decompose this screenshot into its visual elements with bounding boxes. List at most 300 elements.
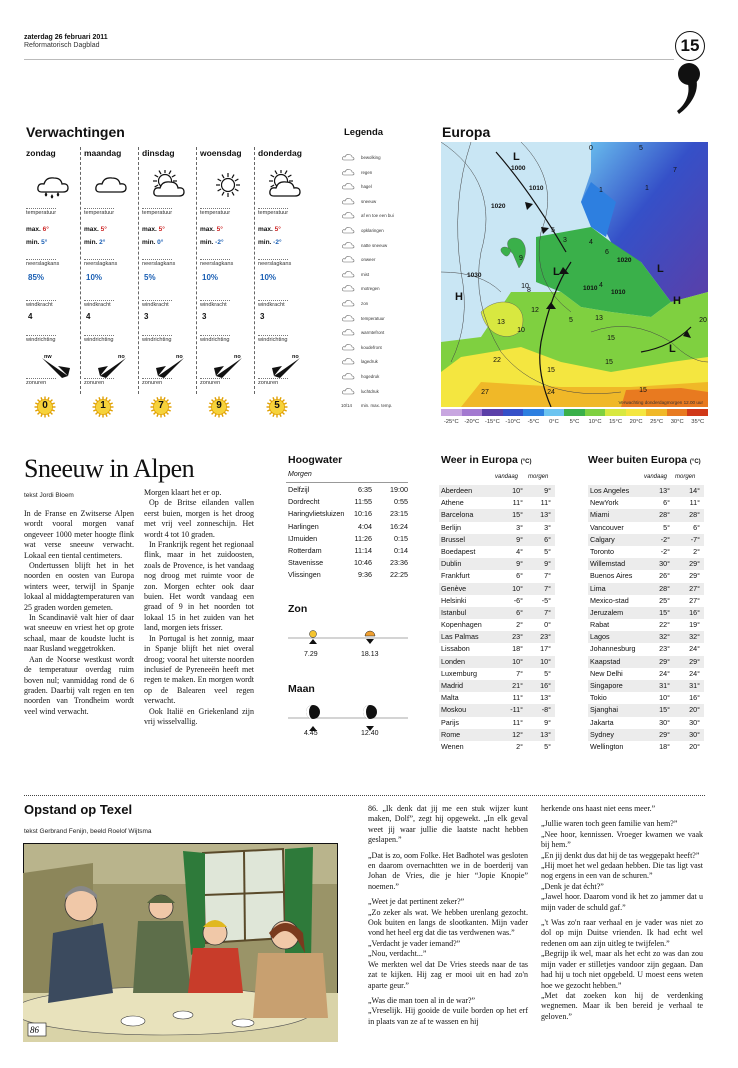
rain-value: 10% xyxy=(260,273,277,282)
map-pressure-label: 1000 xyxy=(511,165,526,172)
table-row xyxy=(288,521,408,533)
map-pressure-system-label: L xyxy=(513,151,520,163)
cell-value: 27° xyxy=(689,595,700,605)
cell-value: 31° xyxy=(659,681,670,690)
day-separator xyxy=(80,147,81,394)
rain-label: neerslagkans xyxy=(84,261,118,267)
temp-label: temperatuur xyxy=(142,210,173,216)
cell-name: Harlingen xyxy=(288,521,319,531)
legend-label: natte sneeuw xyxy=(361,242,388,248)
winddir-code: no xyxy=(292,354,299,360)
min-value: -2° xyxy=(215,239,224,246)
moon-diagram xyxy=(288,702,408,732)
cell-value: 32° xyxy=(689,632,700,642)
legend-symbol-icon xyxy=(341,269,355,279)
table-row xyxy=(588,595,704,607)
paragraph: In Portugal is het zonnig, maar in Spanje blijft het niet overal droog; vooral het uiterste noorden inclusief de Pyreneeën heeft met regen te maken. En morgen wordt op de Balearen veel regen verwacht. xyxy=(144,633,254,706)
cell-value: 0:15 xyxy=(394,533,408,543)
map-temperature-label: 27 xyxy=(481,389,489,396)
table-row xyxy=(439,704,555,716)
scale-swatch xyxy=(605,409,626,416)
winddir-label: windrichting xyxy=(200,337,230,343)
weer-europa-title: Weer in Europa (°C) xyxy=(441,454,532,466)
legend-code: 10/14 xyxy=(341,403,352,409)
cell-name: Kopenhagen xyxy=(441,620,482,630)
winddir-code: nw xyxy=(44,354,52,360)
cell-name: Haringvlietsluizen xyxy=(288,509,345,519)
table-row xyxy=(588,668,704,680)
cell-name: New Delhi xyxy=(590,668,623,678)
table-row xyxy=(588,631,704,643)
cell-value: -5° xyxy=(541,595,551,605)
wind-direction-icon xyxy=(212,354,246,380)
cell-value: -6° xyxy=(513,595,523,605)
sunhours-value: 5 xyxy=(274,400,280,411)
cell-value: 9° xyxy=(544,717,551,727)
map-pressure-system-label: L xyxy=(657,263,664,275)
table-row xyxy=(439,631,555,643)
legend-symbol-icon xyxy=(341,167,355,177)
wind-value: 3 xyxy=(144,312,149,321)
legend-label: motregen xyxy=(361,286,380,292)
max-label: max. xyxy=(200,226,217,233)
cell-name: Malta xyxy=(441,693,459,703)
moon-title: Maan xyxy=(288,683,315,695)
cell-value: 10:46 xyxy=(354,558,372,568)
map-pressure-label: 1020 xyxy=(491,203,506,210)
cell-value: 29° xyxy=(689,571,700,581)
table-row xyxy=(439,570,555,582)
legend-symbol-icon xyxy=(341,371,355,381)
cell-name: Mexico-stad xyxy=(590,595,629,605)
cell-value: -2° xyxy=(660,546,670,556)
scale-label: 10°C xyxy=(588,419,602,425)
legend-label: lagedruk xyxy=(361,359,378,365)
cell-value: 13° xyxy=(659,486,670,495)
temp-label: temperatuur xyxy=(84,210,115,216)
scale-label: -25°C xyxy=(443,419,459,425)
cell-value: 31° xyxy=(689,681,700,690)
cell-value: -2° xyxy=(660,534,670,544)
scale-label: 20°C xyxy=(629,419,643,425)
map-pressure-label: 1010 xyxy=(583,285,598,292)
moon-set: 12.40 xyxy=(361,730,379,737)
cell-value: 11° xyxy=(512,498,523,508)
map-temperature-label: 8 xyxy=(527,287,531,294)
cell-value: 4:04 xyxy=(358,521,372,531)
cell-name: Genève xyxy=(441,583,467,593)
cell-name: Aberdeen xyxy=(441,486,473,495)
map-pressure-system-label: H xyxy=(455,291,463,303)
sun-title: Zon xyxy=(288,603,308,615)
legend-symbol-icon xyxy=(341,254,355,264)
map-temperature-label: 15 xyxy=(607,335,615,342)
moon-rise: 4.45 xyxy=(304,730,318,737)
table-row xyxy=(439,680,555,692)
rain-value: 10% xyxy=(202,273,219,282)
cell-value: 23° xyxy=(659,644,670,654)
min-value: -2° xyxy=(273,239,282,246)
cell-value: 7° xyxy=(544,583,551,593)
sunhours-label: zonuren xyxy=(200,378,230,386)
cell-value: 2° xyxy=(516,741,523,751)
table-row xyxy=(588,509,704,521)
table-row xyxy=(439,619,555,631)
map-temperature-label: 1 xyxy=(645,185,649,192)
max-temp xyxy=(84,226,107,233)
cell-name: Londen xyxy=(441,656,465,666)
page-number: 15 xyxy=(675,31,705,61)
temp-label: temperatuur xyxy=(258,210,289,216)
cell-name: Dublin xyxy=(441,559,462,569)
cell-value: 16° xyxy=(689,607,700,617)
cell-value: 15° xyxy=(512,510,523,520)
scale-swatch xyxy=(667,409,688,416)
rain-value: 10% xyxy=(86,273,103,282)
winddir-code: no xyxy=(118,354,125,360)
cell-value: 4° xyxy=(516,546,523,556)
header-date: zaterdag 26 februari 2011 xyxy=(24,34,108,41)
map-temperature-label: 6 xyxy=(605,249,609,256)
cell-value: 2° xyxy=(693,546,700,556)
map-temperature-label: 13 xyxy=(595,315,603,322)
legend-label: af en toe een bui xyxy=(361,213,394,219)
weer-buiten-header-today: vandaag xyxy=(644,474,668,480)
cell-value: 26° xyxy=(659,571,670,581)
table-row xyxy=(588,570,704,582)
min-temp xyxy=(26,239,47,246)
map-temperature-label: 15 xyxy=(547,367,555,374)
legend-symbol-icon xyxy=(341,181,355,191)
cell-value: 6° xyxy=(663,498,670,508)
day-name: donderdag xyxy=(258,148,302,158)
cell-value: 6° xyxy=(544,534,551,544)
table-row xyxy=(439,692,555,704)
forecast-day xyxy=(26,148,82,411)
map-temperature-label: 24 xyxy=(547,389,555,396)
comic-panel xyxy=(23,843,338,1042)
cell-value: 28° xyxy=(689,510,700,520)
map-pressure-system-label: L xyxy=(669,343,676,355)
cell-name: Calgary xyxy=(590,534,615,544)
paragraph: Ook Italië en Griekenland zijn vrij wisselvallig. xyxy=(144,706,254,726)
wind-label: windkracht xyxy=(258,300,288,308)
wind-direction-icon xyxy=(270,354,304,380)
scale-swatch xyxy=(503,409,524,416)
cell-value: 24° xyxy=(659,668,670,678)
sunhours-value: 0 xyxy=(42,400,48,411)
cell-name: Barcelona xyxy=(441,510,474,520)
cell-value: 22° xyxy=(659,620,670,630)
paragraph: „Was die man toen al in de war?” „Vreselijk. Hij gooide de vuile borden op het erf in plaats van ze af te wassen en hij xyxy=(368,995,528,1026)
table-row xyxy=(588,607,704,619)
sun-rise: 7.29 xyxy=(304,651,318,658)
paragraph: „Dat is zo, oom Folke. Het Badhotel was gesloten en daarom overnachtten we in de boerderij van Johan de Vries, die je hier “Jopie Knopie” noemen.” xyxy=(368,850,528,891)
cell-name: IJmuiden xyxy=(288,533,318,543)
map-temperature-label: 13 xyxy=(497,319,505,326)
map-pressure-label: 1010 xyxy=(611,289,626,296)
day-separator xyxy=(196,147,197,394)
cell-value: 15° xyxy=(659,705,670,715)
tide-rule xyxy=(286,482,408,483)
cell-name: Berlijn xyxy=(441,522,461,532)
cloud-icon xyxy=(92,170,132,200)
cell-name: Lagos xyxy=(590,632,610,642)
cell-name: Brussel xyxy=(441,534,465,544)
table-row xyxy=(588,583,704,595)
weer-europa-table xyxy=(439,485,555,753)
legend-symbol-icon xyxy=(341,327,355,337)
scale-swatch xyxy=(564,409,585,416)
cell-value: 6° xyxy=(693,522,700,532)
cell-name: Jakarta xyxy=(590,717,614,727)
cell-value: 23:15 xyxy=(390,509,408,519)
rain-value: 85% xyxy=(28,273,45,282)
map-pressure-label: 1020 xyxy=(617,257,632,264)
wind-value: 3 xyxy=(202,312,207,321)
rain-value: 5% xyxy=(144,273,156,282)
article-headline: Sneeuw in Alpen xyxy=(24,454,195,483)
sunhours-label: zonuren xyxy=(142,378,172,386)
wind-label: windkracht xyxy=(84,300,114,308)
cell-name: NewYork xyxy=(590,498,619,508)
paragraph: 86. „Ik denk dat jij me een stuk wijzer kunt maken, Dolf”, zegt hij opgewekt. „In elk geval weet jij waar jullie die laatste nacht hebben geslapen.” xyxy=(368,804,528,845)
wind-direction-icon xyxy=(96,354,130,380)
rain-label: neerslagkans xyxy=(258,261,292,267)
cell-value: 10° xyxy=(512,583,523,593)
table-row xyxy=(439,583,555,595)
paragraph: „Jullie waren toch geen familie van hem?” „Nee hoor, kennissen. Vroeger kwamen we vaak bij hem.” „En jij denkt dus dat hij de tas weggepakt heeft?” „Hij moet het wel gedaan hebben. Die tas ligt vast nog ergens in een van de schuren.” „Denk je dat écht?” „Jawel hoor. Daarom vond ik het zo jammer dat u mijn vader de schuld gaf.” xyxy=(541,819,703,912)
cell-value: 9° xyxy=(516,559,523,569)
article-column-2 xyxy=(144,488,254,727)
legend-symbol-icon xyxy=(341,225,355,235)
legend-label: warmtefront xyxy=(361,330,385,336)
winddir-label: windrichting xyxy=(258,337,288,343)
legend-label: bewolking xyxy=(361,155,381,160)
cell-value: 13° xyxy=(540,693,551,703)
cell-name: Vlissingen xyxy=(288,570,321,580)
cell-value: 29° xyxy=(689,656,700,666)
min-label: min. xyxy=(26,239,42,246)
wind-direction-icon xyxy=(154,354,188,380)
weer-europa-header-tomorrow: morgen xyxy=(528,474,549,480)
max-temp xyxy=(142,226,165,233)
cell-value: -8° xyxy=(541,705,551,715)
rain-label: neerslagkans xyxy=(26,261,60,267)
cell-name: Miami xyxy=(590,510,610,520)
cell-value: 13° xyxy=(540,729,551,739)
table-row xyxy=(588,485,704,497)
comic-text-column-1 xyxy=(368,804,528,1032)
table-row xyxy=(439,485,555,497)
cell-value: 7° xyxy=(544,571,551,581)
table-row xyxy=(588,558,704,570)
min-value: 0° xyxy=(157,239,164,246)
cell-value: 15° xyxy=(659,607,670,617)
scale-swatch xyxy=(585,409,606,416)
cell-value: 5° xyxy=(544,741,551,751)
min-value: 2° xyxy=(99,239,106,246)
wind-direction-icon xyxy=(38,354,72,380)
map-temperature-label: 15 xyxy=(639,387,647,394)
cell-value: 18° xyxy=(659,741,670,751)
cell-value: 22:25 xyxy=(390,570,408,580)
legend-symbol-icon xyxy=(341,196,355,206)
cell-name: Wenen xyxy=(441,741,464,751)
weer-buiten-title: Weer buiten Europa (°C) xyxy=(588,454,701,466)
cell-value: 18° xyxy=(512,644,523,654)
wind-label: windkracht xyxy=(26,300,56,308)
max-temp xyxy=(26,226,49,233)
tide-subtitle: Morgen xyxy=(288,471,312,478)
table-row xyxy=(288,496,408,508)
paragraph: In Frankrijk regent het regionaal flink, maar in het zuidoosten, zoals de Provence, is het vandaag nog droog met ruimte voor de zon. Morgen echter ook daar buien. Het wordt vandaag een graad of 9 in het noorden tot lokaal 15 in het zuiden van het land, morgen iets frisser. xyxy=(144,540,254,633)
cell-name: Buenos Aires xyxy=(590,571,633,581)
cell-value: 11:14 xyxy=(354,545,372,555)
table-row xyxy=(588,497,704,509)
day-separator xyxy=(254,147,255,394)
cell-value: 14° xyxy=(689,486,700,495)
cell-value: 11:26 xyxy=(354,533,372,543)
forecast-title: Verwachtingen xyxy=(26,124,125,140)
min-label: min. xyxy=(84,239,100,246)
table-row xyxy=(588,546,704,558)
forecast-day xyxy=(84,148,140,411)
cell-value: -7° xyxy=(690,534,700,544)
scale-label: 15°C xyxy=(609,419,623,425)
sunhours-label: zonuren xyxy=(26,378,56,386)
wind-label: windkracht xyxy=(200,300,230,308)
cell-value: 13° xyxy=(540,510,551,520)
cell-name: Johannesburg xyxy=(590,644,636,654)
table-row xyxy=(439,558,555,570)
max-value: 6° xyxy=(42,226,49,233)
header-rule xyxy=(24,59,674,60)
sunhours-value: 9 xyxy=(216,400,222,411)
winddir-code: no xyxy=(234,354,241,360)
cell-value: 9:36 xyxy=(358,570,372,580)
table-row xyxy=(439,595,555,607)
max-temp xyxy=(258,226,281,233)
scale-label: 30°C xyxy=(670,419,684,425)
forecast-day xyxy=(200,148,256,411)
legend-symbol-icon xyxy=(341,210,355,220)
cell-value: 9° xyxy=(544,486,551,495)
legend-label: luchtdruk xyxy=(361,388,379,394)
cell-value: 16° xyxy=(689,693,700,703)
paragraph: In Scandinavië valt hier of daar wat sneeuw en vriest het op grote schaal, maar de koudste lucht is naar Rusland weggetrokken. xyxy=(24,613,134,654)
cell-value: 20° xyxy=(689,741,700,751)
table-row xyxy=(288,545,408,557)
scale-swatch xyxy=(687,409,708,416)
max-label: max. xyxy=(258,226,275,233)
winddir-label: windrichting xyxy=(84,337,114,343)
paragraph: Aan de Noorse westkust wordt de temperatuur overdag ruim boven nul; vanmiddag rond de 6 graden. Daarbij valt regen en ten noorden van Trondheim wordt veel wind verwacht. xyxy=(24,654,134,716)
cell-name: Toronto xyxy=(590,546,614,556)
cell-value: 24° xyxy=(689,644,700,654)
cell-value: 3° xyxy=(544,522,551,532)
cell-value: 28° xyxy=(659,510,670,520)
sun-cloud-icon xyxy=(150,170,190,200)
table-row xyxy=(439,741,555,753)
table-row xyxy=(288,557,408,569)
map-temperature-label: 10 xyxy=(521,283,529,290)
article-column-1 xyxy=(24,509,134,717)
table-row xyxy=(439,607,555,619)
map-temperature-label: 5 xyxy=(551,227,555,234)
temp-label: temperatuur xyxy=(26,210,57,216)
table-row xyxy=(439,729,555,741)
wind-value: 4 xyxy=(86,312,91,321)
max-label: max. xyxy=(142,226,159,233)
cell-value: 10:16 xyxy=(354,509,372,519)
map-temperature-label: 5 xyxy=(569,317,573,324)
tide-title: Hoogwater xyxy=(288,454,343,466)
cell-name: Delfzijl xyxy=(288,485,310,494)
cell-value: 24° xyxy=(689,668,700,678)
map-pressure-system-label: H xyxy=(673,295,681,307)
table-row xyxy=(439,717,555,729)
table-row xyxy=(288,533,408,545)
table-row xyxy=(588,619,704,631)
cell-value: 29° xyxy=(659,729,670,739)
max-value: 5° xyxy=(158,226,165,233)
wind-label: windkracht xyxy=(142,300,172,308)
cell-value: 12° xyxy=(512,729,523,739)
table-row xyxy=(588,717,704,729)
europe-title: Europa xyxy=(442,124,491,140)
cell-name: Luxemburg xyxy=(441,668,477,678)
cell-value: 27° xyxy=(689,583,700,593)
sunrise-icon xyxy=(309,631,317,645)
map-temperature-label: 1 xyxy=(599,187,603,194)
legend-label: regen xyxy=(361,169,373,175)
table-row xyxy=(588,729,704,741)
day-name: woensdag xyxy=(200,148,242,158)
scale-label: 35°C xyxy=(691,419,705,425)
cell-name: Athene xyxy=(441,498,464,508)
scale-swatch xyxy=(523,409,544,416)
cell-value: 5° xyxy=(544,668,551,678)
cell-value: 3° xyxy=(516,522,523,532)
day-separator xyxy=(138,147,139,394)
scale-label: 0°C xyxy=(549,419,559,425)
cell-value: 29° xyxy=(659,656,670,666)
scale-swatch xyxy=(462,409,483,416)
cell-value: 29° xyxy=(689,559,700,569)
sunset-icon xyxy=(365,631,375,644)
cell-value: 0:14 xyxy=(394,545,408,555)
paragraph: Morgen klaart het er op. xyxy=(144,488,222,497)
paragraph: Op de Britse eilanden vallen eerst buien, morgen is het droog met vrij veel zonneschijn. Het wordt 4 tot 10 graden. xyxy=(144,498,254,539)
cell-value: 11° xyxy=(512,717,523,727)
max-label: max. xyxy=(26,226,43,233)
cell-name: Wellington xyxy=(590,741,624,751)
weer-europa-header-today: vandaag xyxy=(495,474,519,480)
cell-name: Tokio xyxy=(590,693,607,703)
cell-value: 11° xyxy=(540,498,551,508)
max-label: max. xyxy=(84,226,101,233)
cell-name: Rome xyxy=(441,729,461,739)
cell-name: Helsinki xyxy=(441,595,467,605)
map-temperature-label: 9 xyxy=(519,255,523,262)
map-temperature-label: 22 xyxy=(493,357,501,364)
map-pressure-system-label: L xyxy=(553,266,560,278)
scale-label: -20°C xyxy=(464,419,480,425)
map-temperature-label: 5 xyxy=(639,145,643,152)
cell-name: Sydney xyxy=(590,729,614,739)
map-temperature-label: 10 xyxy=(517,327,525,334)
